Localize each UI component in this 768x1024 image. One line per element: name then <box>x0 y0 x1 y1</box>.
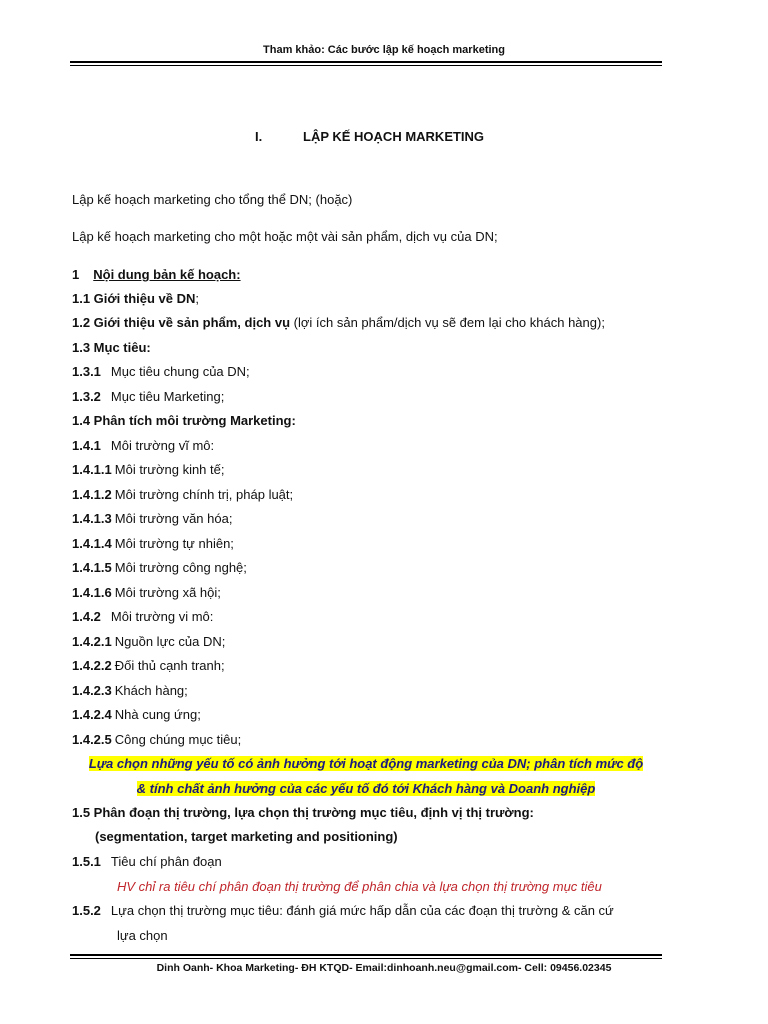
item-number: 1.3.1 <box>72 364 101 379</box>
item-1-4-1-2 <box>72 487 293 502</box>
item-text: Đối thủ cạnh tranh; <box>114 658 225 673</box>
item-text: Môi trường vĩ mô: <box>110 438 215 453</box>
content-heading-label: Nội dung bản kế hoạch: <box>93 267 241 282</box>
section-title: LẬP KẾ HOẠCH MARKETING <box>303 129 485 144</box>
highlighted-text: Lựa chọn những yếu tố có ảnh hưởng tới hoạt động marketing của DN; phân tích mức độ <box>88 756 644 771</box>
item-1-5-1 <box>72 854 222 869</box>
highlighted-text: & tính chất ảnh hưởng của các yếu tố đó tới Khách hàng và Doanh nghiệp <box>136 781 596 796</box>
item-1-4-1-6 <box>72 585 221 600</box>
page-footer: Dinh Oanh- Khoa Marketing- ĐH KTQD- Email:dinhoanh.neu@gmail.com- Cell: 09456.02345 <box>156 962 612 974</box>
item-number: 1.4.2.2 <box>72 658 112 673</box>
item-text: Môi trường chính trị, pháp luật; <box>114 487 294 502</box>
item-1-1-title: 1.1 Giới thiệu về DN <box>72 291 196 306</box>
item-1-1-rest: ; <box>195 291 200 306</box>
item-1-5-1-note: HV chỉ ra tiêu chí phân đoạn thị trường để phân chia và lựa chọn thị trường mục tiêu <box>117 879 602 894</box>
item-number: 1.4.1.6 <box>72 585 112 600</box>
item-text: Môi trường xã hội; <box>114 585 221 600</box>
content-heading <box>72 267 241 282</box>
content-heading-number: 1 <box>72 267 80 282</box>
item-1-4-1-5 <box>72 560 247 575</box>
item-1-4-1-3 <box>72 511 232 526</box>
item-1-4-2-2 <box>72 658 225 673</box>
item-1-4-1-1 <box>72 462 224 477</box>
item-1-2-rest: (lợi ích sản phẩm/dịch vụ sẽ đem lại cho khách hàng); <box>290 315 605 330</box>
item-1-4: 1.4 Phân tích môi trường Marketing: <box>72 413 296 428</box>
item-1-4-2 <box>72 609 213 624</box>
item-1-3-2 <box>72 389 224 404</box>
page-header: Tham khảo: Các bước lập kế hoạch marketing <box>263 44 505 56</box>
item-1-2-title: 1.2 Giới thiệu về sản phẩm, dịch vụ <box>72 315 291 330</box>
item-text: Môi trường kinh tế; <box>114 462 225 477</box>
item-number: 1.4.1.5 <box>72 560 112 575</box>
item-number: 1.4.2.4 <box>72 707 112 722</box>
item-1-5-2-cont: lựa chọn <box>117 928 168 943</box>
item-1-4-2-3 <box>72 683 188 698</box>
footer-divider <box>70 954 662 959</box>
item-number: 1.4.2.3 <box>72 683 112 698</box>
item-text: Môi trường tự nhiên; <box>114 536 234 551</box>
item-1-4-1-4 <box>72 536 234 551</box>
intro-line-1: Lập kế hoạch marketing cho tổng thể DN; (hoặc) <box>72 192 353 207</box>
item-1-5-subtitle: (segmentation, target marketing and positioning) <box>95 829 398 844</box>
item-number: 1.4.1.1 <box>72 462 112 477</box>
highlight-line-1 <box>70 756 662 771</box>
item-1-5-2 <box>72 903 614 918</box>
item-text: Môi trường văn hóa; <box>114 511 233 526</box>
item-text: Công chúng mục tiêu; <box>114 732 242 747</box>
item-text: Nguồn lực của DN; <box>114 634 226 649</box>
item-text: Nhà cung ứng; <box>114 707 201 722</box>
item-number: 1.4.1 <box>72 438 101 453</box>
item-1-4-1 <box>72 438 214 453</box>
item-number: 1.5.1 <box>72 854 101 869</box>
item-number: 1.4.2.1 <box>72 634 112 649</box>
item-1-3-1 <box>72 364 250 379</box>
item-number: 1.3.2 <box>72 389 101 404</box>
highlight-line-2 <box>70 781 662 796</box>
item-1-4-2-1 <box>72 634 225 649</box>
item-text: Lựa chọn thị trường mục tiêu: đánh giá mức hấp dẫn của các đoạn thị trường & căn cứ <box>110 903 614 918</box>
item-1-3: 1.3 Mục tiêu: <box>72 340 151 355</box>
item-1-5: 1.5 Phân đoạn thị trường, lựa chọn thị trường mục tiêu, định vị thị trường: <box>72 805 534 820</box>
item-text: Môi trường công nghệ; <box>114 560 247 575</box>
item-number: 1.4.2.5 <box>72 732 112 747</box>
intro-line-2: Lập kế hoạch marketing cho một hoặc một vài sản phẩm, dịch vụ của DN; <box>72 229 498 244</box>
item-number: 1.4.1.3 <box>72 511 112 526</box>
item-text: Khách hàng; <box>114 683 188 698</box>
item-number: 1.5.2 <box>72 903 101 918</box>
item-number: 1.4.2 <box>72 609 101 624</box>
item-1-4-2-5 <box>72 732 241 747</box>
item-text: Tiêu chí phân đoạn <box>110 854 222 869</box>
item-text: Môi trường vi mô: <box>110 609 214 624</box>
item-text: Mục tiêu chung của DN; <box>110 364 250 379</box>
section-number: I. <box>255 129 263 144</box>
header-divider <box>70 61 662 66</box>
item-1-1 <box>72 291 199 306</box>
item-number: 1.4.1.2 <box>72 487 112 502</box>
item-1-2 <box>72 315 605 330</box>
item-1-4-2-4 <box>72 707 201 722</box>
item-number: 1.4.1.4 <box>72 536 112 551</box>
item-text: Mục tiêu Marketing; <box>110 389 225 404</box>
